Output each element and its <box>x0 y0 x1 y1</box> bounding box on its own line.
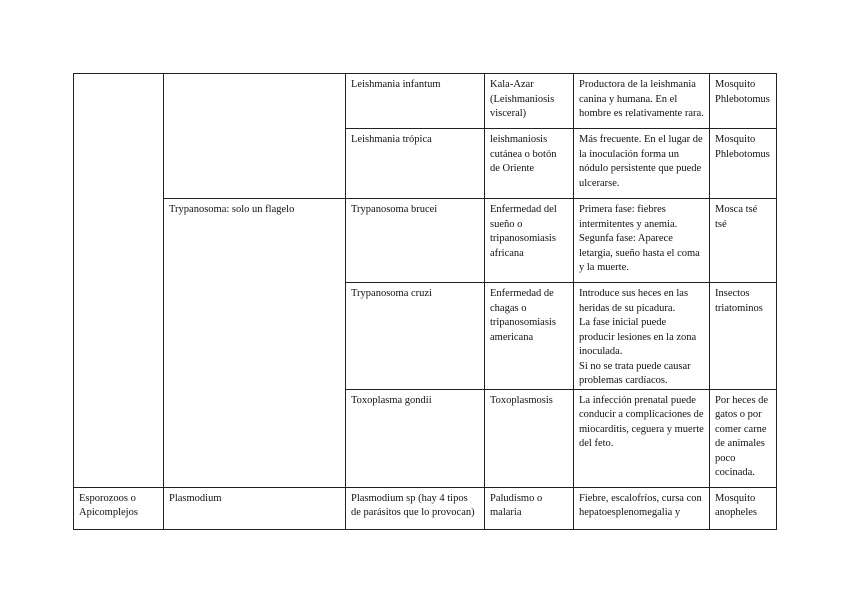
genus-cell: Trypanosoma: solo un flagelo <box>164 199 346 488</box>
group-cell <box>74 74 164 488</box>
genus-cell <box>164 74 346 199</box>
vector-cell: Mosca tsé tsé <box>710 199 777 283</box>
table-row <box>74 199 777 283</box>
disease-cell: Kala-Azar (Leishmaniosis visceral) <box>485 74 574 129</box>
description-cell: Productora de la leishmania canina y humana. En el hombre es relativamente rara. <box>574 74 710 129</box>
table-row <box>74 74 777 129</box>
vector-cell: Mosquito Phlebotomus <box>710 74 777 129</box>
description-cell: La infección prenatal puede conducir a complicaciones de miocarditis, ceguera y muerte del feto. <box>574 389 710 487</box>
vector-cell: Por heces de gatos o por comer carne de animales poco cocinada. <box>710 389 777 487</box>
genus-cell: Plasmodium <box>164 487 346 529</box>
vector-cell: Mosquito anopheles <box>710 487 777 529</box>
species-cell: Leishmania trópica <box>346 129 485 199</box>
species-cell: Trypanosoma cruzi <box>346 283 485 390</box>
description-cell: Más frecuente. En el lugar de la inoculación forma un nódulo persistente que puede ulcerarse. <box>574 129 710 199</box>
vector-cell: Insectos triatominos <box>710 283 777 390</box>
description-cell: Introduce sus heces en las heridas de su picadura. La fase inicial puede producir lesiones en la zona inoculada. Si no se trata puede causar problemas cardíacos. <box>574 283 710 390</box>
species-cell: Trypanosoma brucei <box>346 199 485 283</box>
table-row <box>74 487 777 529</box>
disease-cell: leishmaniosis cutánea o botón de Oriente <box>485 129 574 199</box>
vector-cell: Mosquito Phlebotomus <box>710 129 777 199</box>
description-cell: Primera fase: fiebres intermitentes y anemia. Segunfa fase: Aparece letargia, sueño hasta el coma y la muerte. <box>574 199 710 283</box>
species-cell: Leishmania infantum <box>346 74 485 129</box>
description-cell: Fiebre, escalofríos, cursa con hepatoesplenomegalia y <box>574 487 710 529</box>
disease-cell: Toxoplasmosis <box>485 389 574 487</box>
species-cell: Toxoplasma gondii <box>346 389 485 487</box>
disease-cell: Enfermedad del sueño o tripanosomiasis africana <box>485 199 574 283</box>
species-cell: Plasmodium sp (hay 4 tipos de parásitos que lo provocan) <box>346 487 485 529</box>
disease-cell: Enfermedad de chagas o tripanosomiasis americana <box>485 283 574 390</box>
protozoa-table <box>73 73 777 530</box>
disease-cell: Paludismo o malaria <box>485 487 574 529</box>
group-cell: Esporozoos o Apicomplejos <box>74 487 164 529</box>
